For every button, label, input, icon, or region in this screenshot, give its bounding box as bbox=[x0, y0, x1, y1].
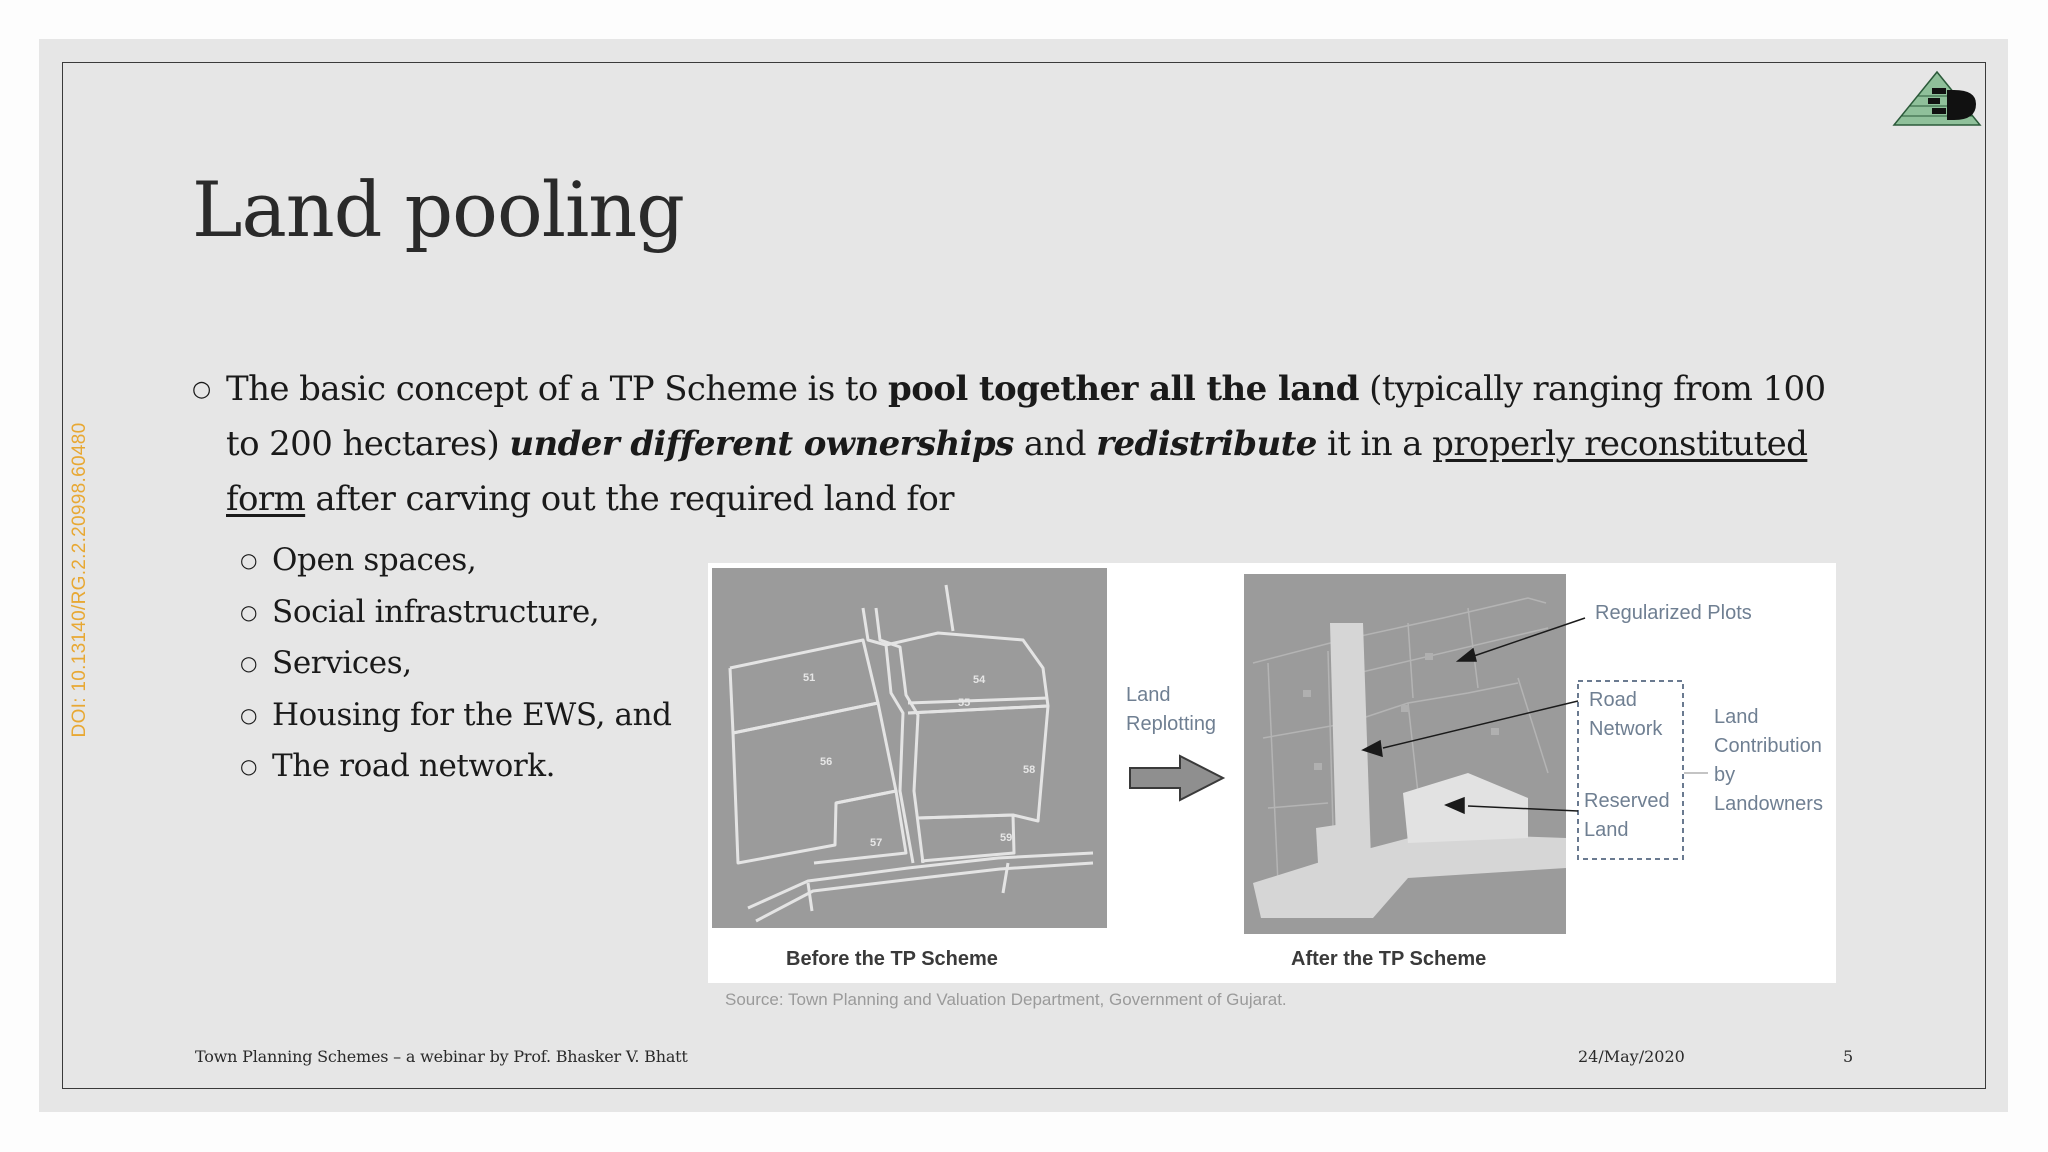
after-scheme-map bbox=[1244, 574, 1566, 934]
label-land-contribution: Landowners bbox=[1714, 793, 1823, 815]
main-bullet-text bbox=[226, 362, 1862, 527]
bullet-underlined-phrase: properly reconstituted form bbox=[226, 424, 1808, 519]
ed-triangle-logo-icon bbox=[1892, 68, 1982, 128]
before-scheme-map bbox=[712, 568, 1107, 928]
replotting-arrow-icon bbox=[1130, 756, 1223, 800]
bullet-bold-phrase: pool together all the land bbox=[888, 369, 1359, 409]
list-item bbox=[240, 741, 672, 793]
list-item-label: The road network. bbox=[272, 748, 556, 784]
sub-bullet-list bbox=[240, 535, 672, 793]
list-item bbox=[240, 535, 672, 587]
bullet-text-part: it in a bbox=[1316, 424, 1433, 464]
label-road-network: Road bbox=[1589, 689, 1637, 711]
bullet-text-part: (typically ranging from 100 to 200 hectares) bbox=[226, 369, 1826, 464]
bullet-bold-italic-phrase: redistribute bbox=[1096, 424, 1317, 464]
sub-bullet-marker: ○ bbox=[240, 548, 258, 572]
figure-source: Source: Town Planning and Valuation Department, Government of Gujarat. bbox=[725, 990, 1287, 1009]
bullet-text-part: and bbox=[1013, 424, 1097, 464]
footer-date: 24/May/2020 bbox=[1578, 1047, 1685, 1066]
tp-scheme-figure bbox=[708, 563, 1836, 983]
footer-title: Town Planning Schemes – a webinar by Prof. Bhasker V. Bhatt bbox=[195, 1047, 688, 1066]
list-item-label: Social infrastructure, bbox=[272, 593, 600, 630]
label-land-contribution: Contribution bbox=[1714, 735, 1822, 757]
list-item-label: Housing for the EWS, and bbox=[272, 696, 672, 733]
plot-number: 59 bbox=[1000, 832, 1013, 844]
label-land-contribution: by bbox=[1714, 764, 1736, 786]
sub-bullet-marker: ○ bbox=[240, 651, 258, 675]
doi-label: DOI: 10.13140/RG.2.2.20998.60480 bbox=[69, 422, 90, 738]
plot-number: 56 bbox=[820, 756, 833, 768]
plot-number: 57 bbox=[870, 837, 883, 849]
bullet-text-part: after carving out the required land for bbox=[305, 479, 954, 519]
plot-number: 54 bbox=[973, 674, 986, 686]
arrow-label: Replotting bbox=[1126, 713, 1217, 735]
after-caption: After the TP Scheme bbox=[1291, 948, 1487, 970]
plot-number: 55 bbox=[958, 697, 971, 709]
before-caption: Before the TP Scheme bbox=[786, 948, 998, 970]
list-item-label: Open spaces, bbox=[272, 542, 477, 578]
page-number: 5 bbox=[1843, 1047, 1854, 1066]
sub-bullet-marker: ○ bbox=[240, 702, 258, 727]
plot-number: 51 bbox=[803, 672, 816, 684]
sub-bullet-marker: ○ bbox=[240, 599, 258, 624]
bullet-marker: ○ bbox=[192, 377, 211, 402]
list-item bbox=[240, 690, 672, 742]
label-reserved-land: Reserved bbox=[1584, 790, 1670, 812]
list-item-label: Services, bbox=[272, 645, 412, 681]
arrow-label: Land bbox=[1126, 684, 1171, 706]
label-regularized-plots: Regularized Plots bbox=[1595, 602, 1752, 624]
bullet-bold-italic-phrase: under different ownerships bbox=[509, 424, 1014, 464]
page-title: Land pooling bbox=[192, 165, 684, 254]
label-road-network: Network bbox=[1589, 718, 1663, 740]
label-reserved-land: Land bbox=[1584, 819, 1629, 841]
list-item bbox=[240, 587, 672, 639]
sub-bullet-marker: ○ bbox=[240, 754, 258, 778]
main-bullet bbox=[192, 362, 1862, 527]
label-land-contribution: Land bbox=[1714, 706, 1759, 728]
bullet-text-part: The basic concept of a TP Scheme is to bbox=[226, 369, 889, 409]
plot-number: 58 bbox=[1023, 764, 1036, 776]
list-item bbox=[240, 638, 672, 690]
